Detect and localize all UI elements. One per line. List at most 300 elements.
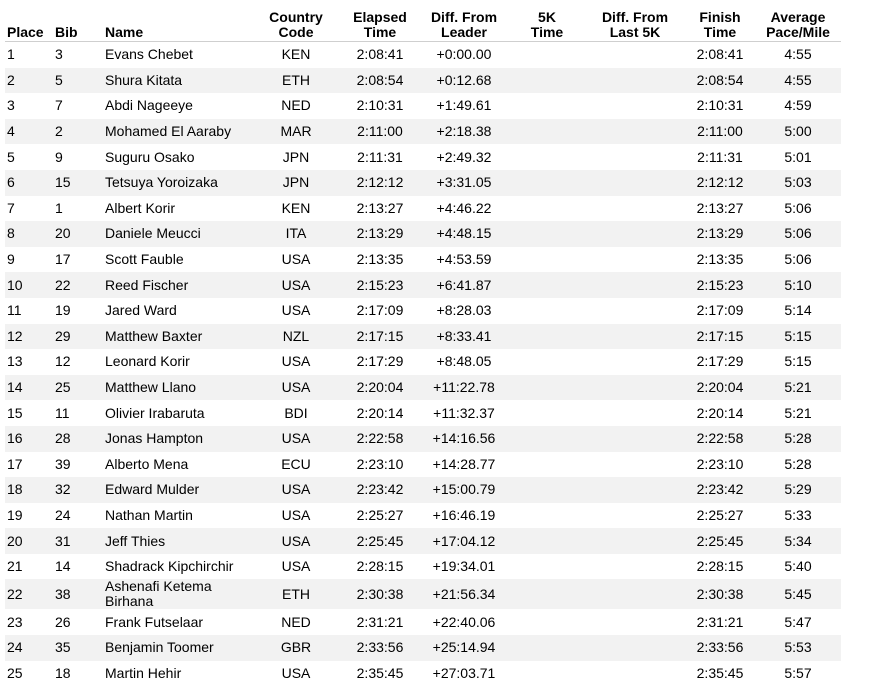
cell-elapsed: 2:11:00	[341, 119, 419, 145]
cell-name: Reed Fischer	[103, 272, 251, 298]
cell-finish: 2:28:15	[696, 558, 744, 575]
cell-finish: 2:08:54	[685, 68, 755, 94]
cell-elapsed: 2:28:15	[356, 558, 404, 575]
column-header-line: Code	[278, 24, 314, 40]
cell-elapsed: 2:31:21	[356, 613, 404, 630]
cell-five-k	[509, 247, 585, 273]
cell-country: JPN	[251, 170, 341, 196]
cell-name: Edward Mulder	[103, 477, 251, 503]
cell-country: USA	[281, 302, 311, 319]
cell-pace: 5:03	[755, 170, 841, 196]
cell-country: ETH	[251, 579, 341, 609]
table-row	[5, 579, 841, 609]
cell-diff-last5k	[585, 272, 685, 298]
cell-diff-leader: +4:48.15	[419, 221, 509, 247]
cell-five-k	[509, 298, 585, 324]
cell-pace: 5:34	[755, 528, 841, 554]
cell-diff-leader: +0:00.00	[436, 46, 492, 63]
table-row	[5, 528, 841, 554]
cell-finish: 2:17:15	[685, 324, 755, 350]
cell-pace: 5:33	[784, 506, 812, 523]
cell-country: MAR	[251, 119, 341, 145]
cell-place: 23	[7, 613, 23, 630]
cell-name: Evans Chebet	[105, 46, 193, 63]
cell-pace: 5:06	[784, 199, 812, 216]
cell-elapsed: 2:11:31	[357, 148, 403, 165]
cell-bib: 3	[55, 46, 63, 63]
cell-five-k	[509, 221, 585, 247]
cell-five-k	[509, 170, 585, 196]
cell-diff-leader: +6:41.87	[419, 272, 509, 298]
cell-country: BDI	[284, 404, 308, 421]
cell-bib: 5	[53, 68, 103, 94]
cell-finish: 2:10:31	[696, 97, 744, 114]
cell-place: 15	[7, 404, 23, 421]
cell-finish: 2:31:21	[696, 613, 744, 630]
cell-diff-last5k	[585, 42, 685, 68]
column-header-line: Time	[363, 24, 397, 40]
cell-place: 8	[5, 221, 53, 247]
cell-diff-last5k	[585, 170, 685, 196]
cell-name: Ashenafi Ketema Birhana	[103, 579, 251, 609]
cell-diff-leader: +14:28.77	[432, 455, 496, 472]
cell-diff-leader: +0:12.68	[419, 68, 509, 94]
column-header-finish	[685, 8, 755, 42]
cell-diff-leader: +17:04.12	[419, 528, 509, 554]
cell-diff-last5k	[585, 452, 685, 478]
cell-pace: 4:55	[755, 68, 841, 94]
column-header-line: Place	[7, 24, 44, 40]
cell-place: 25	[7, 664, 23, 681]
cell-country: GBR	[251, 635, 341, 661]
cell-five-k	[509, 119, 585, 145]
cell-elapsed: 2:23:42	[341, 477, 419, 503]
cell-place: 18	[5, 477, 53, 503]
cell-name: Matthew Llano	[103, 375, 251, 401]
cell-five-k	[509, 68, 585, 94]
cell-name: Mohamed El Aaraby	[103, 119, 251, 145]
cell-bib: 28	[53, 426, 103, 452]
cell-elapsed: 2:10:31	[356, 97, 404, 114]
cell-elapsed: 2:13:27	[356, 199, 404, 216]
cell-finish: 2:12:12	[685, 170, 755, 196]
cell-name: Olivier Irabaruta	[105, 404, 205, 421]
cell-country: JPN	[282, 148, 310, 165]
cell-elapsed: 2:12:12	[341, 170, 419, 196]
cell-bib: 18	[55, 664, 71, 681]
column-header-line: Country	[269, 9, 323, 25]
column-header-line: Finish	[699, 9, 741, 25]
cell-diff-last5k	[585, 528, 685, 554]
cell-diff-last5k	[585, 503, 685, 529]
cell-finish: 2:20:04	[685, 375, 755, 401]
cell-elapsed: 2:13:29	[341, 221, 419, 247]
cell-place: 14	[5, 375, 53, 401]
column-header-diff-leader	[419, 8, 509, 42]
cell-finish: 2:25:45	[685, 528, 755, 554]
column-header-country	[251, 8, 341, 42]
cell-five-k	[509, 452, 585, 478]
cell-pace: 5:10	[755, 272, 841, 298]
column-header-line: Name	[105, 24, 144, 40]
cell-bib: 7	[55, 97, 63, 114]
cell-name: Scott Fauble	[105, 251, 184, 268]
cell-country: KEN	[281, 199, 311, 216]
cell-five-k	[509, 503, 585, 529]
cell-diff-last5k	[585, 375, 685, 401]
cell-bib: 1	[55, 199, 63, 216]
cell-country: USA	[251, 375, 341, 401]
column-header-diff-last5k	[585, 8, 685, 42]
cell-elapsed: 2:20:04	[341, 375, 419, 401]
cell-pace: 5:15	[755, 324, 841, 350]
cell-country: KEN	[281, 46, 311, 63]
cell-elapsed: 2:08:54	[341, 68, 419, 94]
cell-five-k	[509, 196, 585, 222]
cell-five-k	[509, 93, 585, 119]
cell-bib: 24	[55, 506, 71, 523]
table-row	[5, 400, 841, 426]
cell-bib: 25	[53, 375, 103, 401]
cell-finish: 2:17:29	[696, 353, 744, 370]
column-header-pace	[755, 8, 841, 42]
cell-name: Jeff Thies	[103, 528, 251, 554]
cell-elapsed: 2:33:56	[341, 635, 419, 661]
table-row	[5, 221, 841, 247]
cell-elapsed: 2:30:38	[341, 579, 419, 609]
cell-five-k	[509, 42, 585, 68]
cell-diff-last5k	[585, 426, 685, 452]
cell-country: NED	[281, 97, 311, 114]
cell-place: 17	[7, 455, 23, 472]
cell-name: Leonard Korir	[105, 353, 190, 370]
cell-place: 22	[5, 579, 53, 609]
cell-elapsed: 2:17:09	[356, 302, 404, 319]
cell-diff-last5k	[585, 635, 685, 661]
cell-diff-last5k	[585, 349, 685, 375]
cell-place: 3	[7, 97, 15, 114]
cell-place: 9	[7, 251, 15, 268]
cell-place: 24	[5, 635, 53, 661]
table-row	[5, 452, 841, 478]
cell-elapsed: 2:20:14	[356, 404, 404, 421]
cell-place: 19	[7, 506, 23, 523]
table-row	[5, 119, 841, 145]
cell-bib: 35	[53, 635, 103, 661]
cell-place: 5	[7, 148, 15, 165]
cell-pace: 5:21	[755, 375, 841, 401]
cell-finish: 2:30:38	[685, 579, 755, 609]
column-header-line: Time	[703, 24, 737, 40]
cell-place: 16	[5, 426, 53, 452]
cell-diff-leader: +8:33.41	[419, 324, 509, 350]
cell-pace: 5:47	[784, 613, 812, 630]
cell-diff-last5k	[585, 93, 685, 119]
cell-place: 13	[7, 353, 23, 370]
cell-elapsed: 2:22:58	[341, 426, 419, 452]
cell-country: NZL	[251, 324, 341, 350]
cell-pace: 5:57	[784, 664, 812, 681]
table-row	[5, 144, 841, 170]
column-header-line: Bib	[55, 24, 78, 40]
cell-diff-leader: +21:56.34	[419, 579, 509, 609]
cell-pace: 5:15	[784, 353, 812, 370]
column-header-line: Diff. From	[601, 9, 669, 25]
cell-diff-last5k	[585, 324, 685, 350]
cell-diff-leader: +11:22.78	[419, 375, 509, 401]
cell-elapsed: 2:25:27	[356, 506, 404, 523]
cell-five-k	[509, 661, 585, 687]
cell-place: 7	[7, 199, 15, 216]
cell-diff-leader: +4:46.22	[436, 199, 492, 216]
cell-elapsed: 2:13:35	[356, 251, 404, 268]
table-row	[5, 42, 841, 68]
cell-place: 12	[5, 324, 53, 350]
cell-five-k	[509, 609, 585, 635]
cell-finish: 2:23:10	[696, 455, 744, 472]
cell-elapsed: 2:17:15	[341, 324, 419, 350]
cell-place: 4	[5, 119, 53, 145]
cell-five-k	[509, 375, 585, 401]
cell-diff-leader: +2:18.38	[419, 119, 509, 145]
table-row	[5, 247, 841, 273]
table-row	[5, 477, 841, 503]
table-row	[5, 349, 841, 375]
cell-bib: 2	[53, 119, 103, 145]
cell-country: USA	[281, 664, 311, 681]
column-header-line: Diff. From	[430, 9, 498, 25]
cell-place: 11	[7, 302, 22, 319]
cell-diff-last5k	[585, 298, 685, 324]
cell-finish: 2:13:27	[696, 199, 744, 216]
cell-elapsed: 2:15:23	[341, 272, 419, 298]
cell-diff-leader: +27:03.71	[432, 664, 496, 681]
cell-bib: 22	[53, 272, 103, 298]
cell-diff-leader: +15:00.79	[419, 477, 509, 503]
header-row	[5, 8, 841, 42]
cell-five-k	[509, 272, 585, 298]
cell-name: Nathan Martin	[105, 506, 193, 523]
cell-diff-last5k	[585, 477, 685, 503]
cell-country: USA	[281, 558, 311, 575]
cell-pace: 5:01	[784, 148, 812, 165]
cell-pace: 5:06	[755, 221, 841, 247]
cell-five-k	[509, 579, 585, 609]
cell-country: USA	[251, 426, 341, 452]
cell-name: Jonas Hampton	[103, 426, 251, 452]
cell-bib: 20	[53, 221, 103, 247]
cell-elapsed: 2:35:45	[356, 664, 404, 681]
cell-name: Daniele Meucci	[103, 221, 251, 247]
table-body	[5, 42, 841, 687]
cell-pace: 4:59	[784, 97, 812, 114]
cell-five-k	[509, 477, 585, 503]
table-row	[5, 661, 841, 687]
cell-elapsed: 2:08:41	[356, 46, 404, 63]
cell-country: ITA	[251, 221, 341, 247]
results-table	[5, 8, 841, 686]
cell-place: 20	[5, 528, 53, 554]
cell-diff-last5k	[585, 196, 685, 222]
cell-bib: 39	[55, 455, 71, 472]
cell-diff-last5k	[585, 221, 685, 247]
cell-country: USA	[281, 506, 311, 523]
cell-pace: 5:29	[755, 477, 841, 503]
column-header-bib	[53, 8, 103, 42]
cell-finish: 2:22:58	[685, 426, 755, 452]
cell-pace: 5:40	[784, 558, 812, 575]
column-header-line: Average	[770, 9, 826, 25]
cell-name: Martin Hehir	[105, 664, 182, 681]
cell-diff-leader: +22:40.06	[432, 613, 496, 630]
cell-country: USA	[281, 251, 311, 268]
cell-country: ETH	[251, 68, 341, 94]
table-row	[5, 93, 841, 119]
cell-pace: 5:21	[784, 404, 812, 421]
cell-bib: 26	[55, 613, 71, 630]
cell-name: Jared Ward	[105, 302, 177, 319]
cell-name: Albert Korir	[105, 199, 176, 216]
cell-name: Abdi Nageeye	[105, 97, 193, 114]
cell-name: Frank Futselaar	[105, 613, 204, 630]
column-header-line: Time	[530, 24, 564, 40]
cell-name: Benjamin Toomer	[103, 635, 251, 661]
cell-diff-last5k	[585, 554, 685, 580]
cell-place: 6	[5, 170, 53, 196]
cell-pace: 5:06	[784, 251, 812, 268]
column-header-five-k	[509, 8, 585, 42]
cell-diff-leader: +16:46.19	[432, 506, 496, 523]
column-header-line: 5K	[538, 9, 556, 25]
cell-pace: 5:28	[784, 455, 812, 472]
table-header	[5, 8, 841, 42]
cell-diff-last5k	[585, 400, 685, 426]
cell-finish: 2:17:09	[696, 302, 744, 319]
column-header-name	[103, 8, 251, 42]
table-row	[5, 375, 841, 401]
table-row	[5, 298, 841, 324]
cell-finish: 2:08:41	[696, 46, 744, 63]
cell-elapsed: 2:25:45	[341, 528, 419, 554]
cell-finish: 2:35:45	[696, 664, 744, 681]
cell-five-k	[509, 528, 585, 554]
cell-bib: 12	[55, 353, 71, 370]
cell-diff-leader: +8:48.05	[436, 353, 492, 370]
table-row	[5, 554, 841, 580]
cell-diff-leader: +3:31.05	[419, 170, 509, 196]
cell-five-k	[509, 635, 585, 661]
cell-place: 10	[5, 272, 53, 298]
cell-diff-last5k	[585, 68, 685, 94]
cell-name: Suguru Osako	[105, 148, 195, 165]
cell-diff-leader: +14:16.56	[419, 426, 509, 452]
cell-pace: 4:55	[784, 46, 812, 63]
cell-diff-leader: +11:32.37	[433, 404, 495, 421]
cell-country: USA	[251, 272, 341, 298]
table-row	[5, 635, 841, 661]
column-header-elapsed	[341, 8, 419, 42]
cell-diff-last5k	[585, 247, 685, 273]
cell-pace: 5:45	[755, 579, 841, 609]
cell-diff-last5k	[585, 144, 685, 170]
cell-elapsed: 2:17:29	[356, 353, 404, 370]
cell-diff-last5k	[585, 119, 685, 145]
cell-five-k	[509, 426, 585, 452]
cell-diff-leader: +8:28.03	[436, 302, 492, 319]
column-header-line: Pace/Mile	[766, 24, 830, 40]
column-header-line: Elapsed	[353, 9, 407, 25]
cell-bib: 31	[53, 528, 103, 554]
cell-name: Alberto Mena	[105, 455, 189, 472]
cell-bib: 32	[53, 477, 103, 503]
cell-pace: 5:14	[784, 302, 812, 319]
cell-five-k	[509, 144, 585, 170]
cell-name: Matthew Baxter	[103, 324, 251, 350]
cell-country: ECU	[281, 455, 311, 472]
cell-five-k	[509, 324, 585, 350]
cell-finish: 2:23:42	[685, 477, 755, 503]
table-row	[5, 272, 841, 298]
cell-finish: 2:11:00	[685, 119, 755, 145]
cell-country: USA	[251, 528, 341, 554]
cell-country: USA	[281, 353, 311, 370]
cell-bib: 17	[55, 251, 71, 268]
table-row	[5, 196, 841, 222]
cell-finish: 2:13:35	[696, 251, 744, 268]
cell-diff-leader: +2:49.32	[436, 148, 492, 165]
cell-diff-last5k	[585, 579, 685, 609]
column-header-line: Last 5K	[609, 24, 661, 40]
cell-place: 1	[7, 46, 15, 63]
cell-bib: 29	[53, 324, 103, 350]
cell-five-k	[509, 349, 585, 375]
cell-diff-leader: +4:53.59	[436, 251, 492, 268]
cell-five-k	[509, 400, 585, 426]
cell-diff-leader: +19:34.01	[432, 558, 496, 575]
table-row	[5, 170, 841, 196]
cell-bib: 19	[55, 302, 71, 319]
cell-diff-leader: +25:14.94	[419, 635, 509, 661]
cell-place: 21	[7, 558, 23, 575]
cell-diff-last5k	[585, 661, 685, 687]
cell-place: 2	[5, 68, 53, 94]
column-header-line: Leader	[441, 24, 487, 40]
table-row	[5, 68, 841, 94]
cell-country: USA	[251, 477, 341, 503]
cell-country: NED	[281, 613, 311, 630]
column-header-place	[5, 8, 53, 42]
cell-finish: 2:11:31	[697, 148, 743, 165]
cell-pace: 5:28	[755, 426, 841, 452]
table-row	[5, 324, 841, 350]
cell-pace: 5:00	[755, 119, 841, 145]
cell-name: Tetsuya Yoroizaka	[103, 170, 251, 196]
cell-finish: 2:25:27	[696, 506, 744, 523]
cell-diff-leader: +1:49.61	[436, 97, 492, 114]
table-row	[5, 503, 841, 529]
table-row	[5, 609, 841, 635]
cell-name: Shura Kitata	[103, 68, 251, 94]
cell-bib: 11	[55, 404, 70, 421]
cell-finish: 2:33:56	[685, 635, 755, 661]
cell-five-k	[509, 554, 585, 580]
cell-pace: 5:53	[755, 635, 841, 661]
cell-finish: 2:20:14	[696, 404, 744, 421]
cell-bib: 38	[53, 579, 103, 609]
cell-diff-last5k	[585, 609, 685, 635]
cell-bib: 14	[55, 558, 71, 575]
table-row	[5, 426, 841, 452]
